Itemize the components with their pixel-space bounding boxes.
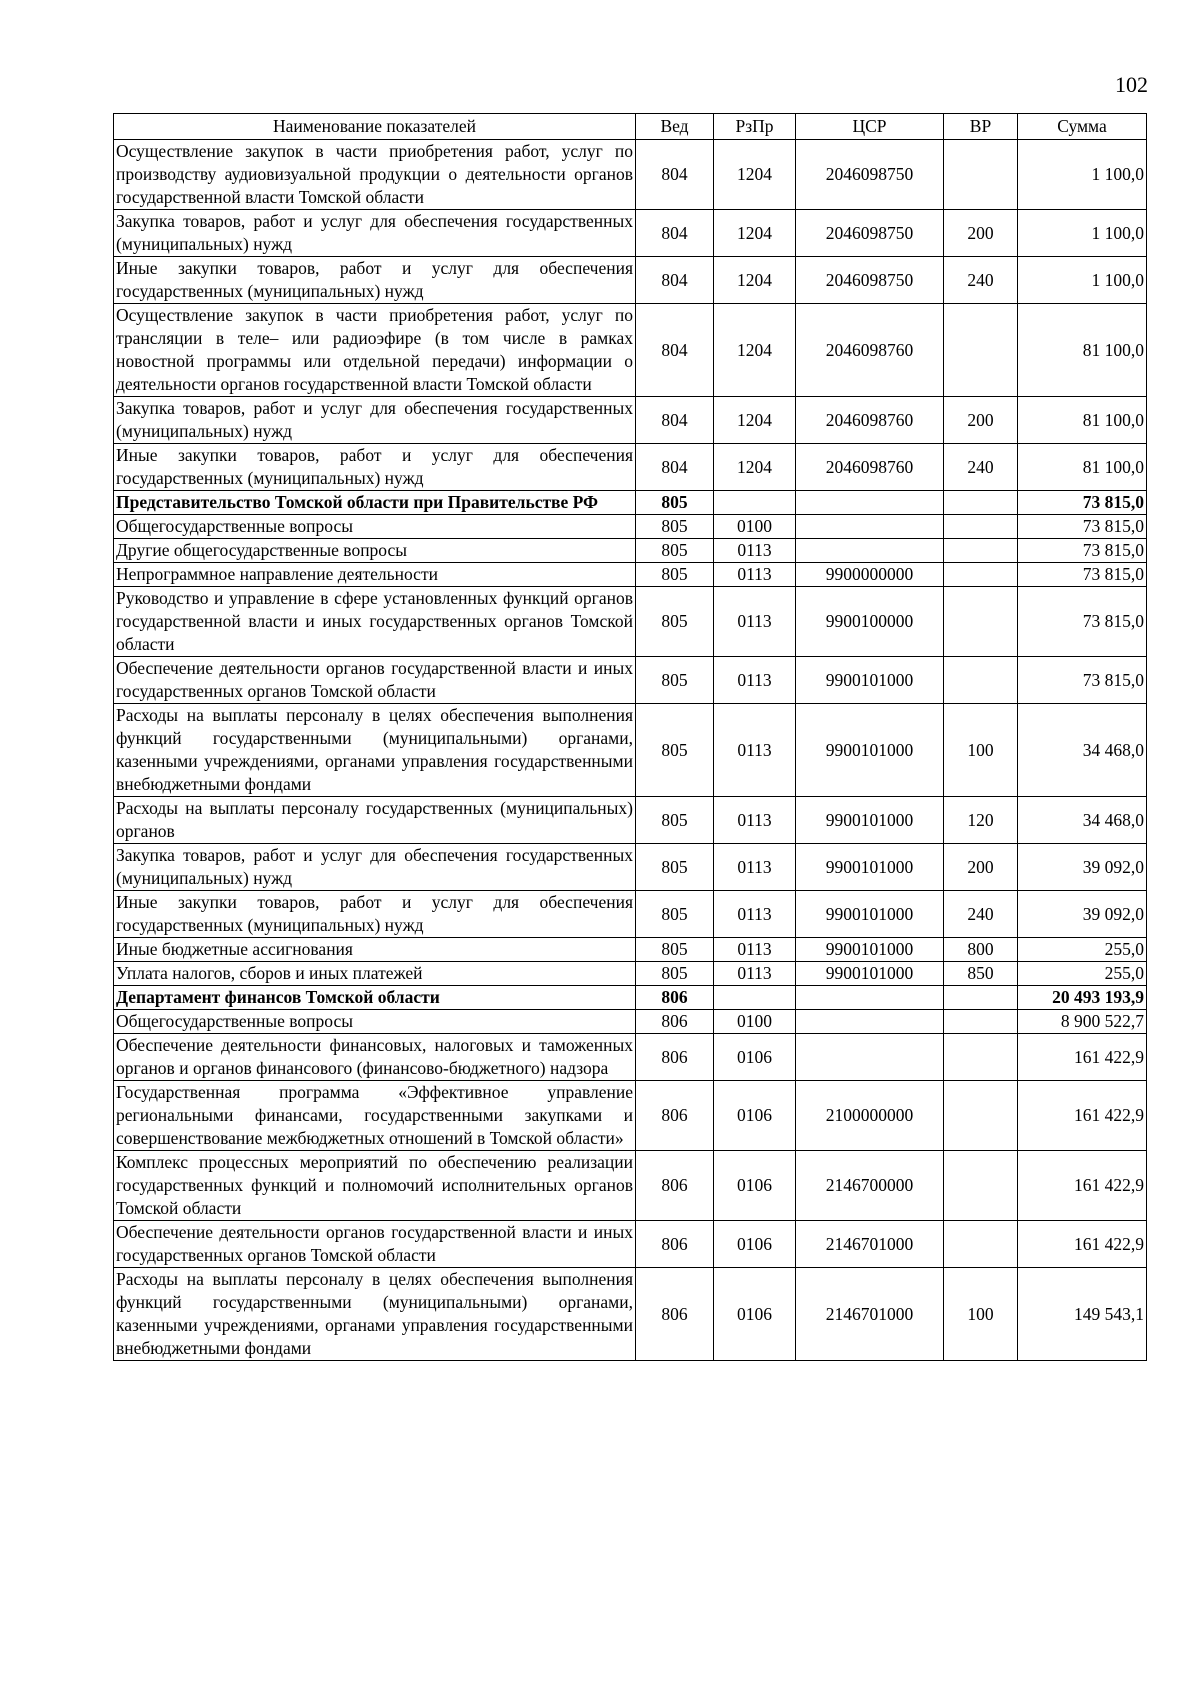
table-row — [114, 891, 1147, 938]
row-csr-cell: 9900101000 — [796, 704, 944, 797]
row-name-cell: Уплата налогов, сборов и иных платежей — [114, 962, 636, 986]
row-rzpr-cell: 0100 — [714, 1010, 796, 1034]
row-ved-cell: 805 — [636, 587, 714, 657]
table-row — [114, 304, 1147, 397]
row-ved-cell: 804 — [636, 210, 714, 257]
row-ved-cell: 805 — [636, 539, 714, 563]
table-row — [114, 657, 1147, 704]
row-sum-cell: 73 815,0 — [1018, 491, 1147, 515]
row-ved-cell: 805 — [636, 563, 714, 587]
row-sum-cell: 1 100,0 — [1018, 210, 1147, 257]
row-csr-cell: 9900100000 — [796, 587, 944, 657]
row-csr-cell: 2146701000 — [796, 1221, 944, 1268]
row-vr-cell: 200 — [944, 210, 1018, 257]
header-vr: ВР — [944, 114, 1018, 140]
row-sum-cell: 73 815,0 — [1018, 657, 1147, 704]
row-name-cell: Руководство и управление в сфере установленных функций органов государственной власти и иных государственных органов Томской области — [114, 587, 636, 657]
row-ved-cell: 805 — [636, 797, 714, 844]
table-row — [114, 1081, 1147, 1151]
row-csr-cell: 2046098760 — [796, 304, 944, 397]
row-name-cell: Осуществление закупок в части приобретения работ, услуг по производству аудиовизуальной продукции о деятельности органов государственной власти Томской области — [114, 140, 636, 210]
row-sum-cell: 149 543,1 — [1018, 1268, 1147, 1361]
table-row — [114, 563, 1147, 587]
row-rzpr-cell: 0100 — [714, 515, 796, 539]
row-sum-cell: 81 100,0 — [1018, 397, 1147, 444]
row-rzpr-cell: 0106 — [714, 1081, 796, 1151]
row-ved-cell: 806 — [636, 1010, 714, 1034]
row-name-cell: Государственная программа «Эффективное управление региональными финансами, государственными закупками и совершенствование межбюджетных отношений в Томской области» — [114, 1081, 636, 1151]
row-vr-cell: 100 — [944, 704, 1018, 797]
row-csr-cell — [796, 1010, 944, 1034]
header-ved: Вед — [636, 114, 714, 140]
row-sum-cell: 34 468,0 — [1018, 704, 1147, 797]
row-rzpr-cell: 0113 — [714, 797, 796, 844]
row-csr-cell: 9900101000 — [796, 962, 944, 986]
row-name-cell: Закупка товаров, работ и услуг для обеспечения государственных (муниципальных) нужд — [114, 210, 636, 257]
row-vr-cell: 800 — [944, 938, 1018, 962]
table-header-row — [114, 114, 1147, 140]
row-vr-cell — [944, 515, 1018, 539]
row-sum-cell: 73 815,0 — [1018, 539, 1147, 563]
row-vr-cell — [944, 1221, 1018, 1268]
row-ved-cell: 804 — [636, 397, 714, 444]
row-vr-cell: 240 — [944, 891, 1018, 938]
row-ved-cell: 804 — [636, 444, 714, 491]
table-row — [114, 397, 1147, 444]
row-csr-cell: 2046098760 — [796, 444, 944, 491]
table-row — [114, 257, 1147, 304]
row-vr-cell — [944, 1151, 1018, 1221]
table-row — [114, 587, 1147, 657]
row-ved-cell: 806 — [636, 1034, 714, 1081]
row-csr-cell: 9900101000 — [796, 657, 944, 704]
row-ved-cell: 806 — [636, 1268, 714, 1361]
row-name-cell: Расходы на выплаты персоналу в целях обеспечения выполнения функций государственными (муниципальными) органами, казенными учреждениями, органами управления государственными внебюджетными фондами — [114, 1268, 636, 1361]
table-row — [114, 1034, 1147, 1081]
row-csr-cell — [796, 539, 944, 563]
row-name-cell: Департамент финансов Томской области — [114, 986, 636, 1010]
row-vr-cell — [944, 587, 1018, 657]
row-vr-cell — [944, 986, 1018, 1010]
row-name-cell: Иные закупки товаров, работ и услуг для обеспечения государственных (муниципальных) нужд — [114, 257, 636, 304]
row-ved-cell: 805 — [636, 891, 714, 938]
row-sum-cell: 73 815,0 — [1018, 587, 1147, 657]
row-csr-cell: 9900101000 — [796, 844, 944, 891]
row-rzpr-cell: 0106 — [714, 1221, 796, 1268]
row-sum-cell: 39 092,0 — [1018, 891, 1147, 938]
row-name-cell: Иные закупки товаров, работ и услуг для обеспечения государственных (муниципальных) нужд — [114, 891, 636, 938]
row-rzpr-cell: 0113 — [714, 844, 796, 891]
row-rzpr-cell: 1204 — [714, 257, 796, 304]
budget-table — [113, 113, 1147, 1361]
row-rzpr-cell — [714, 986, 796, 1010]
row-vr-cell: 200 — [944, 397, 1018, 444]
row-csr-cell — [796, 491, 944, 515]
row-sum-cell: 161 422,9 — [1018, 1034, 1147, 1081]
row-name-cell: Закупка товаров, работ и услуг для обеспечения государственных (муниципальных) нужд — [114, 844, 636, 891]
row-rzpr-cell: 0113 — [714, 587, 796, 657]
row-name-cell: Обеспечение деятельности органов государственной власти и иных государственных органов Томской области — [114, 1221, 636, 1268]
row-sum-cell: 20 493 193,9 — [1018, 986, 1147, 1010]
row-sum-cell: 73 815,0 — [1018, 515, 1147, 539]
row-ved-cell: 805 — [636, 491, 714, 515]
row-ved-cell: 805 — [636, 962, 714, 986]
header-csr: ЦСР — [796, 114, 944, 140]
row-vr-cell: 100 — [944, 1268, 1018, 1361]
header-sum: Сумма — [1018, 114, 1147, 140]
header-name: Наименование показателей — [114, 114, 636, 140]
row-vr-cell — [944, 140, 1018, 210]
row-ved-cell: 805 — [636, 844, 714, 891]
row-rzpr-cell: 1204 — [714, 210, 796, 257]
table-row — [114, 938, 1147, 962]
row-sum-cell: 255,0 — [1018, 938, 1147, 962]
table-section-row — [114, 491, 1147, 515]
row-rzpr-cell: 0106 — [714, 1034, 796, 1081]
row-rzpr-cell: 0113 — [714, 539, 796, 563]
row-csr-cell: 9900101000 — [796, 797, 944, 844]
row-csr-cell: 2100000000 — [796, 1081, 944, 1151]
row-name-cell: Общегосударственные вопросы — [114, 1010, 636, 1034]
row-rzpr-cell: 0113 — [714, 563, 796, 587]
table-row — [114, 210, 1147, 257]
row-sum-cell: 81 100,0 — [1018, 444, 1147, 491]
row-name-cell: Представительство Томской области при Правительстве РФ — [114, 491, 636, 515]
row-vr-cell — [944, 491, 1018, 515]
row-name-cell: Осуществление закупок в части приобретения работ, услуг по трансляции в теле– или радиоэфире (в том числе в рамках новостной программы или отдельной передачи) информации о деятельности органов государственной власти Томской области — [114, 304, 636, 397]
row-sum-cell: 39 092,0 — [1018, 844, 1147, 891]
row-ved-cell: 805 — [636, 657, 714, 704]
row-sum-cell: 73 815,0 — [1018, 563, 1147, 587]
row-csr-cell — [796, 986, 944, 1010]
row-ved-cell: 806 — [636, 1081, 714, 1151]
table-row — [114, 444, 1147, 491]
row-csr-cell: 2046098750 — [796, 140, 944, 210]
row-rzpr-cell: 1204 — [714, 397, 796, 444]
table-row — [114, 140, 1147, 210]
row-name-cell: Непрограммное направление деятельности — [114, 563, 636, 587]
row-rzpr-cell: 1204 — [714, 140, 796, 210]
row-name-cell: Другие общегосударственные вопросы — [114, 539, 636, 563]
row-rzpr-cell: 0113 — [714, 704, 796, 797]
row-sum-cell: 161 422,9 — [1018, 1221, 1147, 1268]
row-sum-cell: 255,0 — [1018, 962, 1147, 986]
row-vr-cell — [944, 657, 1018, 704]
row-ved-cell: 805 — [636, 938, 714, 962]
row-name-cell: Обеспечение деятельности органов государственной власти и иных государственных органов Томской области — [114, 657, 636, 704]
row-csr-cell: 2046098750 — [796, 210, 944, 257]
row-sum-cell: 8 900 522,7 — [1018, 1010, 1147, 1034]
row-name-cell: Иные закупки товаров, работ и услуг для обеспечения государственных (муниципальных) нужд — [114, 444, 636, 491]
table-row — [114, 1268, 1147, 1361]
row-csr-cell: 9900000000 — [796, 563, 944, 587]
table-row — [114, 797, 1147, 844]
row-sum-cell: 161 422,9 — [1018, 1151, 1147, 1221]
row-rzpr-cell: 0106 — [714, 1268, 796, 1361]
row-csr-cell — [796, 1034, 944, 1081]
row-sum-cell: 161 422,9 — [1018, 1081, 1147, 1151]
row-csr-cell: 2046098760 — [796, 397, 944, 444]
row-csr-cell: 2146701000 — [796, 1268, 944, 1361]
row-vr-cell — [944, 1034, 1018, 1081]
row-ved-cell: 806 — [636, 986, 714, 1010]
row-vr-cell: 240 — [944, 444, 1018, 491]
row-ved-cell: 804 — [636, 140, 714, 210]
row-sum-cell: 1 100,0 — [1018, 140, 1147, 210]
row-ved-cell: 804 — [636, 257, 714, 304]
table-row — [114, 515, 1147, 539]
row-rzpr-cell: 0113 — [714, 938, 796, 962]
row-csr-cell: 2146700000 — [796, 1151, 944, 1221]
table-body — [114, 140, 1147, 1361]
table-row — [114, 539, 1147, 563]
row-name-cell: Расходы на выплаты персоналу государственных (муниципальных) органов — [114, 797, 636, 844]
row-sum-cell: 1 100,0 — [1018, 257, 1147, 304]
row-rzpr-cell: 1204 — [714, 304, 796, 397]
row-csr-cell — [796, 515, 944, 539]
header-rzpr: РзПр — [714, 114, 796, 140]
row-ved-cell: 805 — [636, 515, 714, 539]
table-row — [114, 962, 1147, 986]
row-vr-cell: 200 — [944, 844, 1018, 891]
row-rzpr-cell: 0113 — [714, 962, 796, 986]
row-rzpr-cell: 0106 — [714, 1151, 796, 1221]
table-section-row — [114, 986, 1147, 1010]
table-row — [114, 1010, 1147, 1034]
row-ved-cell: 805 — [636, 704, 714, 797]
row-rzpr-cell: 0113 — [714, 657, 796, 704]
page-number: 102 — [1115, 72, 1148, 97]
row-vr-cell — [944, 1081, 1018, 1151]
row-vr-cell: 120 — [944, 797, 1018, 844]
table-row — [114, 704, 1147, 797]
row-csr-cell: 9900101000 — [796, 938, 944, 962]
row-name-cell: Расходы на выплаты персоналу в целях обеспечения выполнения функций государственными (муниципальными) органами, казенными учреждениями, органами управления государственными внебюджетными фондами — [114, 704, 636, 797]
row-ved-cell: 806 — [636, 1151, 714, 1221]
row-name-cell: Комплекс процессных мероприятий по обеспечению реализации государственных функций и полномочий исполнительных органов Томской области — [114, 1151, 636, 1221]
table-row — [114, 1221, 1147, 1268]
row-vr-cell — [944, 1010, 1018, 1034]
row-vr-cell — [944, 304, 1018, 397]
row-sum-cell: 81 100,0 — [1018, 304, 1147, 397]
row-name-cell: Обеспечение деятельности финансовых, налоговых и таможенных органов и органов финансового (финансово-бюджетного) надзора — [114, 1034, 636, 1081]
row-ved-cell: 804 — [636, 304, 714, 397]
row-vr-cell — [944, 539, 1018, 563]
row-csr-cell: 2046098750 — [796, 257, 944, 304]
table-row — [114, 844, 1147, 891]
row-rzpr-cell: 0113 — [714, 891, 796, 938]
row-vr-cell — [944, 563, 1018, 587]
row-sum-cell: 34 468,0 — [1018, 797, 1147, 844]
row-vr-cell: 850 — [944, 962, 1018, 986]
row-vr-cell: 240 — [944, 257, 1018, 304]
row-rzpr-cell: 1204 — [714, 444, 796, 491]
row-ved-cell: 806 — [636, 1221, 714, 1268]
row-rzpr-cell — [714, 491, 796, 515]
row-csr-cell: 9900101000 — [796, 891, 944, 938]
row-name-cell: Общегосударственные вопросы — [114, 515, 636, 539]
row-name-cell: Иные бюджетные ассигнования — [114, 938, 636, 962]
table-row — [114, 1151, 1147, 1221]
row-name-cell: Закупка товаров, работ и услуг для обеспечения государственных (муниципальных) нужд — [114, 397, 636, 444]
